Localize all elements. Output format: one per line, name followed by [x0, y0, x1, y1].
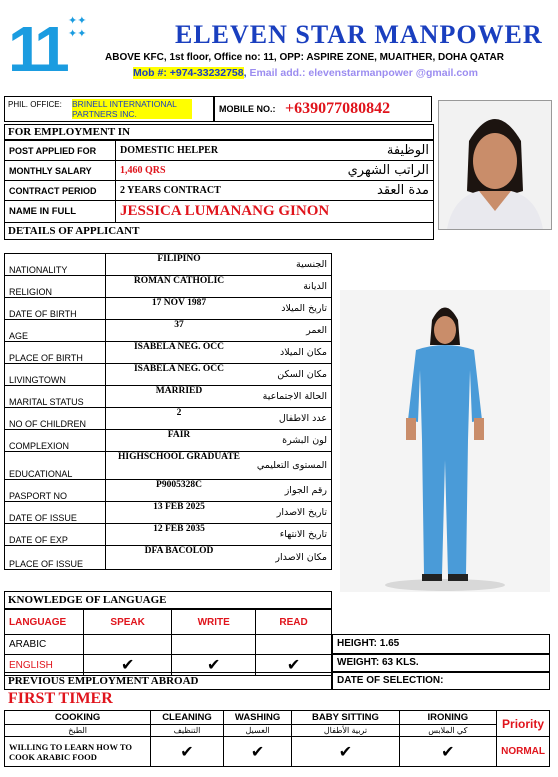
employment-section-title: FOR EMPLOYMENT IN: [4, 124, 434, 140]
skill-baby-sitting-check: ✔: [292, 737, 399, 767]
detail-value: 13 FEB 2025: [106, 502, 253, 524]
detail-label: PLACE OF BIRTH: [5, 342, 106, 364]
lang-header-read: READ: [256, 610, 332, 635]
weight-field: WEIGHT: 63 KLS.: [332, 654, 550, 672]
employment-label: MONTHLY SALARY: [5, 161, 116, 181]
detail-label: NO OF CHILDREN: [5, 408, 106, 430]
detail-row: [5, 386, 332, 408]
detail-value: ISABELA NEG. OCC: [106, 342, 253, 364]
skill-washing: WASHING: [223, 711, 292, 725]
skill-washing-check: ✔: [223, 737, 292, 767]
detail-value: P9005328C: [106, 480, 253, 502]
detail-arabic: الديانة: [252, 276, 332, 298]
skill-cleaning-check: ✔: [151, 737, 224, 767]
detail-value: FILIPINO: [106, 254, 253, 276]
skills-table: [4, 710, 550, 767]
detail-label: DATE OF EXP: [5, 524, 106, 546]
skill-cooking-note: WILLING TO LEARN HOW TO COOK ARABIC FOOD: [5, 737, 151, 767]
detail-row: [5, 276, 332, 298]
lang-arabic-read: [256, 635, 332, 655]
company-address: ABOVE KFC, 1st floor, Office no: 11, OPP: ASPIRE ZONE, MUAITHER, DOHA QATAR: [105, 52, 504, 63]
date-selection-field: DATE OF SELECTION:: [332, 672, 550, 690]
priority-label: Priority: [497, 711, 550, 737]
lang-header-write: WRITE: [172, 610, 256, 635]
employment-arabic: الوظيفة: [294, 141, 434, 161]
detail-label: NATIONALITY: [5, 254, 106, 276]
applicant-full-body-photo: [340, 290, 550, 592]
detail-value: 17 NOV 1987: [106, 298, 253, 320]
detail-row: [5, 320, 332, 342]
skill-cleaning: CLEANING: [151, 711, 224, 725]
detail-row: [5, 408, 332, 430]
detail-row: [5, 524, 332, 546]
mobile-label: MOBILE NO.:: [219, 104, 276, 114]
language-table: [4, 609, 332, 676]
detail-label: MARITAL STATUS: [5, 386, 106, 408]
detail-value: MARRIED: [106, 386, 253, 408]
priority-value: NORMAL: [497, 737, 550, 767]
detail-value: ROMAN CATHOLIC: [106, 276, 253, 298]
detail-arabic: العمر: [252, 320, 332, 342]
detail-label: PASPORT NO: [5, 480, 106, 502]
detail-row: [5, 430, 332, 452]
detail-row: [5, 480, 332, 502]
employment-label: CONTRACT PERIOD: [5, 181, 116, 201]
phil-office-label: PHIL. OFFICE:: [8, 100, 62, 109]
detail-row: [5, 298, 332, 320]
detail-arabic: تاريخ الانتهاء: [252, 524, 332, 546]
detail-value: DFA BACOLOD: [106, 546, 253, 570]
detail-row: [5, 452, 332, 480]
lang-arabic-write: [172, 635, 256, 655]
detail-value: HIGHSCHOOL GRADUATE: [106, 452, 253, 480]
skill-baby-sitting-ar: تربية الأطفال: [292, 725, 399, 737]
mobile-number: Mob #: +974-33232758: [133, 67, 244, 79]
lang-header-language: LANGUAGE: [5, 610, 84, 635]
detail-arabic: رقم الجواز: [252, 480, 332, 502]
skill-ironing-check: ✔: [399, 737, 497, 767]
lang-english-read: ✔: [256, 655, 332, 676]
detail-arabic: لون البشرة: [252, 430, 332, 452]
employment-table: [4, 140, 434, 223]
detail-row: [5, 364, 332, 386]
detail-row: [5, 254, 332, 276]
detail-label: DATE OF ISSUE: [5, 502, 106, 524]
detail-arabic: مكان الميلاد: [252, 342, 332, 364]
previous-employment-value: FIRST TIMER: [8, 690, 113, 707]
detail-label: EDUCATIONAL: [5, 452, 106, 480]
detail-row: [5, 546, 332, 570]
employment-value: DOMESTIC HELPER: [116, 141, 295, 161]
skill-cooking-ar: الطبخ: [5, 725, 151, 737]
name-row: [5, 201, 434, 223]
employment-row: [5, 181, 434, 201]
lang-english-write: ✔: [172, 655, 256, 676]
detail-arabic: تاريخ الاصدار: [252, 502, 332, 524]
company-name: ELEVEN STAR MANPOWER: [175, 20, 543, 49]
logo-number: 11: [8, 13, 64, 85]
detail-value: 12 FEB 2035: [106, 524, 253, 546]
employment-arabic: مدة العقد: [294, 181, 434, 201]
name-label: NAME IN FULL: [5, 201, 116, 223]
lang-arabic: ARABIC: [5, 635, 84, 655]
lang-english: ENGLISH: [5, 655, 84, 676]
skill-cooking: COOKING: [5, 711, 151, 725]
employment-arabic: الراتب الشهري: [294, 161, 434, 181]
detail-arabic: مكان السكن: [252, 364, 332, 386]
detail-arabic: الحالة الاجتماعية: [252, 386, 332, 408]
detail-arabic: الجنسية: [252, 254, 332, 276]
details-table: [4, 253, 332, 570]
employment-value: 1,460 QRS: [116, 161, 295, 181]
detail-row: [5, 502, 332, 524]
name-value: JESSICA LUMANANG GINON: [116, 201, 434, 223]
phil-office-value: BRINELL INTERNATIONAL PARTNERS INC.: [72, 99, 192, 119]
details-section-title: DETAILS OF APPLICANT: [4, 222, 434, 240]
mobile-box: [214, 96, 432, 122]
detail-arabic: مكان الاصدار: [252, 546, 332, 570]
detail-arabic: تاريخ الميلاد: [252, 298, 332, 320]
detail-row: [5, 342, 332, 364]
skill-cleaning-ar: التنظيف: [151, 725, 224, 737]
previous-employment-title: PREVIOUS EMPLOYMENT ABROAD: [4, 672, 332, 690]
skill-washing-ar: الغسيل: [223, 725, 292, 737]
detail-value: FAIR: [106, 430, 253, 452]
detail-label: RELIGION: [5, 276, 106, 298]
employment-value: 2 YEARS CONTRACT: [116, 181, 295, 201]
detail-label: PLACE OF ISSUE: [5, 546, 106, 570]
employment-label: POST APPLIED FOR: [5, 141, 116, 161]
skill-ironing: IRONING: [399, 711, 497, 725]
detail-label: DATE OF BIRTH: [5, 298, 106, 320]
contact-line: Mob #: +974-33232758, Email add.: elevenstarmanpower @gmail.com: [133, 67, 478, 79]
lang-arabic-speak: [84, 635, 172, 655]
mobile-value: +639077080842: [285, 100, 391, 117]
detail-value: 2: [106, 408, 253, 430]
lang-english-speak: ✔: [84, 655, 172, 676]
detail-value: ISABELA NEG. OCC: [106, 364, 253, 386]
applicant-headshot: [438, 100, 552, 230]
height-field: HEIGHT: 1.65: [332, 634, 550, 654]
detail-label: LIVINGTOWN: [5, 364, 106, 386]
detail-label: AGE: [5, 320, 106, 342]
logo: [8, 13, 88, 85]
detail-arabic: عدد الاطفال: [252, 408, 332, 430]
employment-row: [5, 141, 434, 161]
phil-office-box: [4, 96, 214, 122]
language-section-title: KNOWLEDGE OF LANGUAGE: [4, 591, 332, 609]
detail-value: 37: [106, 320, 253, 342]
employment-row: [5, 161, 434, 181]
lang-header-speak: SPEAK: [84, 610, 172, 635]
detail-label: COMPLEXION: [5, 430, 106, 452]
detail-arabic: المستوى التعليمي: [252, 452, 332, 480]
email-address: Email add.: elevenstarmanpower @gmail.com: [249, 67, 478, 79]
star-icon: ✦✦ ✦✦: [68, 15, 87, 40]
skill-ironing-ar: كي الملابس: [399, 725, 497, 737]
skill-baby-sitting: BABY SITTING: [292, 711, 399, 725]
